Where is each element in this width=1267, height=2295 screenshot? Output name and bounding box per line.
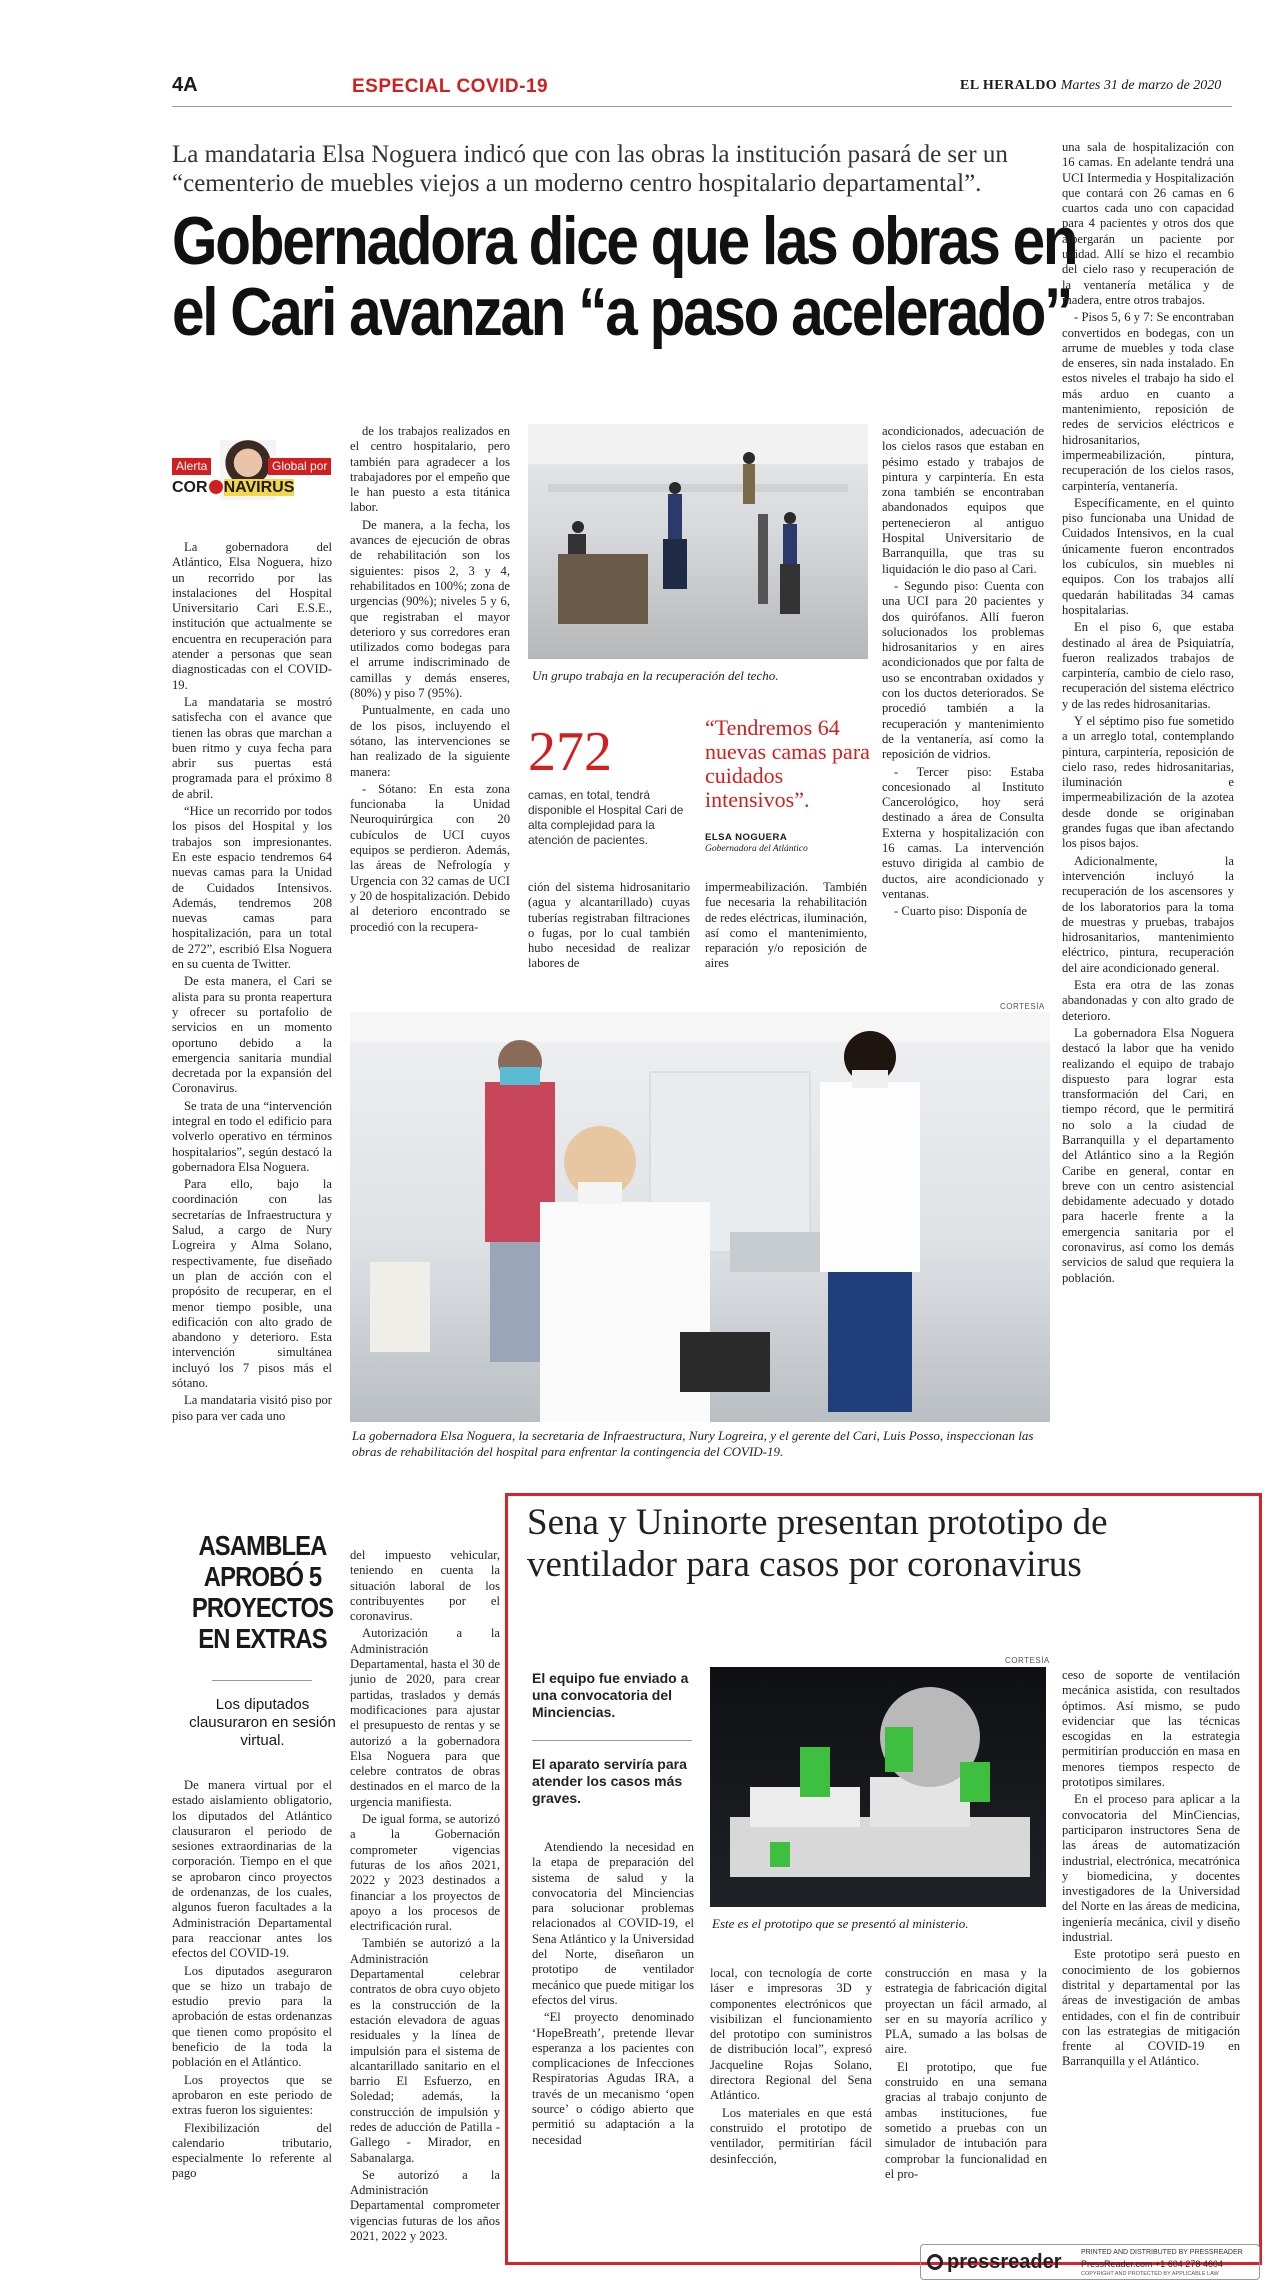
badge-alerta: Alerta (172, 458, 211, 475)
quote-name: ELSA NOGUERA (705, 832, 788, 843)
badge-coronavirus: COR NAVIRUS (172, 479, 295, 496)
pressreader-brand: pressreader (947, 2251, 1062, 2273)
workers-illustration (528, 424, 868, 659)
pressreader-contact: PressReader.com +1 604 278 4604 (1081, 2259, 1223, 2269)
sidebar-col-1: De manera virtual por el estado aislamiento obligatorio, los diputados del Atlántico clausuraron el periodo de sesiones extraordinarias de la corporación. Tiempo en el que se aprobaron cinco proyectos de ordenanzas, de los cuales, algunos fueron facultades a la Administración Departamental para reaccionar antes los efectos del COVID-19. Los diputados aseguraron que se hizo un trabajo de estudio previo para la aprobación de estas ordenanzas que tienen como propósito el beneficio de la toda la población en el Atlántico. Los proyectos que se aprobaron en este periodo de extras fueron los siguientes: Flexibilización del calendario tributario, especialmente lo referente al pago (172, 1778, 332, 2181)
sena-subhead-1: El equipo fue enviado a una convocatoria del Minciencias. (532, 1670, 689, 1720)
quote-role: Gobernadora del Atlántico (705, 844, 808, 854)
section-label: ESPECIAL COVID-19 (352, 76, 549, 97)
pull-quote: “Tendremos 64 nuevas camas para cuidados intensivos”. (705, 715, 870, 812)
photo2-credit: CORTESÍA (1000, 1002, 1045, 1011)
sena-col-2: local, con tecnología de corte láser e impresoras 3D y componentes electrónicos que visibilizan el funcionamiento del prototipo con suministros de distribución local”, expresó Jacqueline Rojas Solano, directora Regional del Sena Atlántico. Los materiales en que está construido el prototipo de ventilador, permitirían fácil desinfección, (710, 1966, 872, 2166)
photo1-caption: Un grupo trabaja en la recuperación del techo. (532, 668, 779, 683)
alert-badge (172, 440, 337, 500)
main-col-6: una sala de hospitalización con 16 camas. En adelante tendrá una UCI Intermedia y Hospitalización que contará con 26 camas en 6 cuartos cada uno con capacidad para 4 pacientes y otros dos que albergarán un paciente por unidad. Allí se hizo el recambio del cielo raso y recuperación de la ventanería metálica y de madera, entre otros trabajos. - Pisos 5, 6 y 7: Se encontraban convertidos en bodegas, con un arrume de muebles y toda clase de enseres, sin nada instalado. En estos niveles el trabajo ha sido el más arduo en cuanto a mantenimiento, reposición de redes de servicios eléctricos e hidrosanitarios, impermeabilización, pintura, recuperación de los cielos rasos, carpintería, ventanería. Específicamente, en el quinto piso funcionaba una Unidad de Cuidados Intensivos, en la cual únicamente fueron encontrados los cubículos, sin muebles ni equipos. Con los trabajos allí quedarán habilitadas 34 camas hospitalarias. En el piso 6, que estaba destinado al área de Psiquiatría, fueron realizados trabajos de carpintería, cambio de cielo raso, recuperación del sistema eléctrico y de las redes hidrosanitarias. Y el séptimo piso fue sometido a un arreglo total, contemplando pintura, carpintería, reposición de cielo raso, redes hidrosanitarias, iluminación e impermeabilización de la azotea desde donde se originaban grandes fugas que iban afectando los pisos bajos. Adicionalmente, la intervención incluyó la recuperación de los ascensores y de los laboratorios para la toma de muestras y pruebas, trabajos hidrosanitarios, mantenimiento eléctrico, pintura, recuperación del aire acondicionado general. Esta era otra de las zonas abandonadas y con alto grado de deterioro. La gobernadora Elsa Noguera destacó la labor que ha venido realizando el equipo de trabajo dispuesto para lograr esta transformación del Cari, en tiempo récord, que le permitirá no solo a la ciudad de Barranquilla y el departamento del Atlántico sino a la Región Caribe en general, contar en breve con un centro asistencial debidamente adecuado y dotado para hacerle frente a la emergencia sanitaria por el coronavirus, así como los demás servicios de salud que requiera la población. (1062, 140, 1234, 1285)
sena-col-3: construcción en masa y la estrategia de fabricación digital proyectan un fácil armado, al ser en su mayoría acrílico y PLA, sumado a las bolsas de aire. El prototipo, que fue construido en una semana gracias al trabajo conjunto de ambas instituciones, fue sometido a pruebas con un simulador de intubación para comprobar la funcionalidad en el pro- (885, 1966, 1047, 2181)
pressreader-footer[interactable] (920, 2244, 1260, 2280)
stat-caption: camas, en total, tendrá disponible el Hospital Cari de alta complejidad para la atención de pacientes. (528, 788, 684, 847)
article-kicker: La mandataria Elsa Noguera indicó que con las obras la institución pasará de ser un “cementerio de muebles viejos a un moderno centro hospitalario departamental”. (172, 141, 1008, 197)
pressreader-copyright: COPYRIGHT AND PROTECTED BY APPLICABLE LAW (1081, 2271, 1219, 2277)
photo-ventilator-prototype (710, 1667, 1046, 1907)
main-col-4: impermeabilización. También fue necesaria la rehabilitación de redes eléctricas, iluminación, así como el mantenimiento, reparación y/o reposición de aires (705, 880, 867, 971)
photo2-caption: La gobernadora Elsa Noguera, la secretaria de Infraestructura, Nury Logreira, y el gerente del Cari, Luis Posso, inspeccionan las obras de rehabilitación del hospital para enfrentar la contingencia del COVID-19. (352, 1428, 1034, 1459)
sidebar-headline: ASAMBLEA APROBÓ 5 PROYECTOS EN EXTRAS (191, 1530, 334, 1654)
main-col-3: ción del sistema hidrosanitario (agua y alcantarillado) cuyas tuberías registraban filtraciones o fugas, por lo cual también hubo necesidad de realizar labores de (528, 880, 690, 971)
headline-line-2: el Cari avanzan “a paso acelerado” (172, 274, 1072, 350)
page-number: 4A (172, 74, 198, 96)
sena-photo-caption: Este es el prototipo que se presentó al ministerio. (712, 1916, 969, 1931)
sidebar-subhead: Los diputados clausuraron en sesión virtual. (189, 1696, 336, 1749)
photo-inspection (350, 1012, 1050, 1422)
paper-name: EL HERALDO (960, 78, 1058, 93)
sena-subhead-2: El aparato serviría para atender los casos más graves. (532, 1756, 687, 1806)
article-headline (172, 203, 1077, 350)
stat-number: 272 (528, 721, 612, 783)
main-col-2: de los trabajos realizados en el centro hospitalario, pero también para agradecer a los trabajadores por el empeño que le han puesto a esta titánica labor. De manera, a la fecha, los avances de ejecución de obras de rehabilitación son los siguientes: pisos 2, 3 y 4, rehabilitados en 100%; zona de urgencias (90%); niveles 5 y 6, que registraban el mayor deterioro y sus corredores eran utilizados como bodegas para el arrume indiscriminado de camillas y demás enseres, (80%) y piso 7 (95%). Puntualmente, en cada uno de los pisos, incluyendo el sótano, las intervenciones se han realizado de la siguiente manera: - Sótano: En esta zona funcionaba la Unidad Neuroquirúrgica con 20 cubículos de UCI cuyos equipos se perdieron. Además, las áreas de Nefrología y Urgencia con 32 camas de UCI y 20 de hospitalización. Debido al deterioro encontrado se procedió con la recupera- (350, 424, 510, 934)
sena-photo-credit: CORTESÍA (1005, 1656, 1050, 1665)
main-col-1: La gobernadora del Atlántico, Elsa Noguera, hizo un recorrido por las instalaciones del Hospital Universitario Cari E.S.E., institución que actualmente se encuentra en recuperación para atender a personas que sean diagnosticadas con el COVID-19. La mandataria se mostró satisfecha con el avance que tienen las obras que marchan a buen ritmo y cuya fecha para abrir sus puertas está programada para el próximo 8 de abril. “Hice un recorrido por todos los pisos del Hospital y los trabajos son impresionantes. En este espacio tendremos 64 nuevas camas para la Unidad de Cuidados Intensivos. Además, tendremos 208 nuevas camas para hospitalización, para un total de 272”, escribió Elsa Noguera en su cuenta de Twitter. De esta manera, el Cari se alista para su pronta reapertura y ofrecer su portafolio de servicios en un momento oportuno debido a la emergencia sanitaria mundial decretada por la expansión del Coronavirus. Se trata de una “intervención integral en todo el edificio para volverlo operativo en términos hospitalarios”, según destacó la gobernadora Elsa Noguera. Para ello, bajo la coordinación con las secretarías de Infraestructura y Salud, a cargo de Nury Logreira y Alma Solano, respectivamente, fue diseñado un plan de acción con el propósito de recuperar, en el menor tiempo posible, una edificación con alto grado de abandono y deterioro. Esta intervención simultánea incluyó los 7 pisos más el sótano. La mandataria visitó piso por piso para ver cada uno (172, 540, 332, 1423)
issue-date: Martes 31 de marzo de 2020 (1060, 78, 1222, 93)
sena-headline: Sena y Uninorte presentan prototipo de ventilador para casos por coronavirus (527, 1502, 1108, 1585)
inspection-illustration (350, 1012, 1050, 1422)
sena-sub-divider (532, 1740, 692, 1741)
pressreader-logo-icon (927, 2254, 943, 2270)
sidebar-col-2: del impuesto vehicular, teniendo en cuenta la situación laboral de los contribuyentes por el coronavirus. Autorización a la Administración Departamental, hasta el 30 de junio de 2020, para crear partidas, traslados y demás modificaciones para ajustar el presupuesto de rentas y se autorizó a la gobernadora Elsa Noguera para que celebre contratos de obras destinados en el marco de la urgencia manifiesta. De igual forma, se autorizó a la Gobernación comprometer vigencias futuras de los años 2021, 2022 y 2023 destinados a financiar a los proyectos de apoyo a los procesos de electrificación rural. También se autorizó a la Administración Departamental celebrar contratos de obra cuyo objeto es la construcción de la estación elevadora de aguas residuales y la línea de impulsión para el sistema de alcantarillado sanitario en el barrio El Esfuerzo, en Soledad; además, la construcción de impulsión y redes de aducción de Patilla - Gallego - Mirador, en Sabanalarga. Se autorizó a la Administración Departamental comprometer vigencias futuras de los años 2021, 2022 y 2023. (350, 1548, 500, 2244)
main-col-5: acondicionados, adecuación de los cielos rasos que estaban en pésimo estado y trabajos de pintura y carpintería. En esta zona también se encontraban abandonados equipos que pertenecieron al antiguo Hospital Universitario de Barranquilla, que tras su liquidación le dio paso al Cari. - Segundo piso: Cuenta con una UCI para 20 pacientes y dos quirófanos. Allí fueron solucionados los problemas hidrosanitarios y en aires acondicionados que por falta de uso se encontraban oxidados y con los ductos deteriorados. Se procedió también a la recuperación y mantenimiento de la ventanería, así como la reposición de vidrios. - Tercer piso: Estaba concesionado al Instituto Cancerológico, hoy será destinado a área de Consulta Externa y hospitalización con 16 camas. La intervención estuvo dirigida al cambio de ductos, aire acondicionado y ventanas. - Cuarto piso: Disponía de (882, 424, 1044, 919)
photo-workers-ceiling (528, 424, 868, 659)
sena-col-1: Atendiendo la necesidad en la etapa de preparación del sistema de salud y la convocatoria del Minciencias para solucionar problemas relacionados al COVID-19, el Sena Atlántico y la Universidad del Norte, diseñaron un prototipo de ventilador mecánico que puede mitigar los efectos del virus. “El proyecto denominado ‘HopeBreath’, pretende llevar esperanza a los pacientes con complicaciones de Infecciones Respiratorias Agudas IRA, a través de un mecanismo ‘open source’ o código abierto que permitió su adaptación a la necesidad (532, 1840, 694, 2147)
sidebar-rule (212, 1680, 312, 1681)
badge-global: Global por (268, 458, 331, 475)
sena-col-4: ceso de soporte de ventilación mecánica asistida, con resultados óptimos. Así mismo, se pudo evidenciar que las técnicas escogidas en la estrategia permitirían producción en masa en menores tiempos respecto de prototipos similares. En el proceso para aplicar a la convocatoria del MinCiencias, participaron instructores Sena de las áreas de automatización industrial, electrónica, mecatrónica y biomedicina, y docentes investigadores de la Universidad del Norte en las áreas de medicina, ingeniería mecánica, civil y diseño industrial. Este prototipo será puesto en conocimiento de los gobiernos distrital y departamental por las áreas de investigación de ambas entidades, con el fin de contribuir con las estrategias de mitigación frente al COVID-19 en Barranquilla y el Atlántico. (1062, 1668, 1240, 2069)
virus-icon (209, 480, 223, 494)
ventilator-illustration (710, 1667, 1046, 1907)
pressreader-printed: PRINTED AND DISTRIBUTED BY PRESSREADER (1081, 2249, 1243, 2256)
headline-line-1: Gobernadora dice que las obras en (172, 203, 1077, 279)
masthead (960, 78, 1221, 94)
